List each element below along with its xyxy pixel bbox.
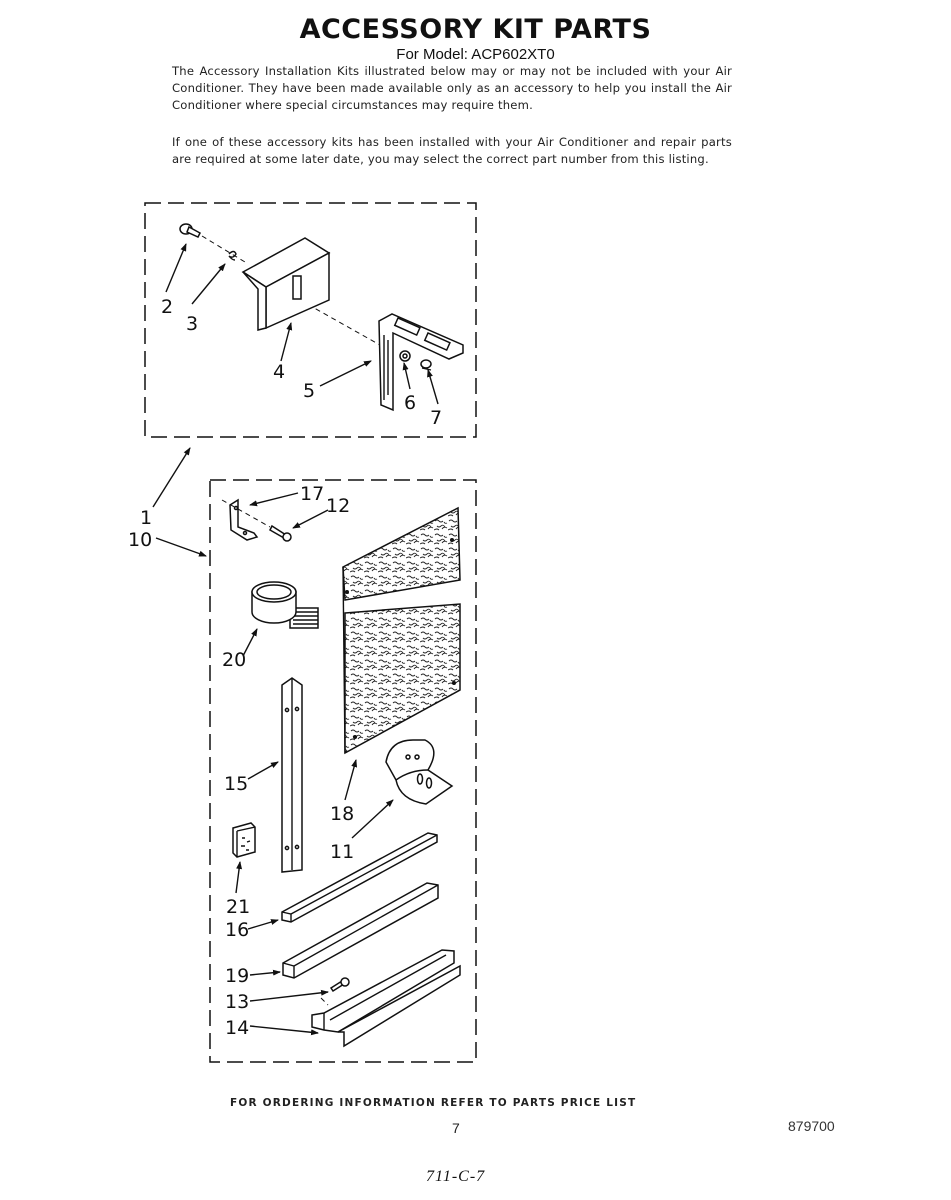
callout-label-7: 7 <box>430 407 443 429</box>
page-number: 7 <box>452 1120 460 1136</box>
clip-nut-part-7 <box>421 360 431 370</box>
callout-arrow-10 <box>156 538 206 556</box>
callout-label-2: 2 <box>161 296 174 318</box>
callout-arrow-16 <box>248 920 278 929</box>
callout-label-4: 4 <box>273 361 286 383</box>
angle-bracket-part-17 <box>230 500 257 540</box>
support-bracket-part-11 <box>386 740 452 804</box>
callout-label-14: 14 <box>225 1017 250 1039</box>
lower-kit-box <box>128 480 476 1062</box>
callout-label-3: 3 <box>186 313 199 335</box>
nut-part-6 <box>400 351 410 361</box>
callout-label-15: 15 <box>224 773 249 795</box>
ordering-note: FOR ORDERING INFORMATION REFER TO PARTS PRICE LIST <box>230 1097 637 1109</box>
callout-arrow-4 <box>281 323 291 361</box>
screw-part-13 <box>331 978 349 991</box>
cover-bracket-part-4 <box>243 238 329 330</box>
callout-label-12: 12 <box>326 495 351 517</box>
foam-tape-roll-part-20 <box>252 582 318 628</box>
document-number: 879700 <box>788 1118 835 1134</box>
callout-label-1: 1 <box>140 507 153 529</box>
callout-arrow-3 <box>192 264 225 304</box>
callout-arrow-19 <box>250 972 280 975</box>
callout-arrow-21 <box>236 862 240 893</box>
callout-arrow-17 <box>250 493 298 505</box>
callout-label-10: 10 <box>128 529 153 551</box>
filler-panel-part-18 <box>343 508 465 753</box>
intro-paragraph-1: The Accessory Installation Kits illustrated below may or may not be included with your Air Conditioner. They have been made available only as an accessory to help you install the Air Conditioner where special circumstances may require them. <box>172 64 732 113</box>
upper-kit-box <box>145 203 476 437</box>
callout-label-6: 6 <box>404 392 417 414</box>
callout-label-11: 11 <box>330 841 355 863</box>
callout-label-17: 17 <box>300 483 325 505</box>
callout-arrow-15 <box>248 762 278 779</box>
callout-arrow-1 <box>153 448 190 507</box>
foam-block-part-21 <box>233 823 255 857</box>
callout-label-21: 21 <box>226 896 251 918</box>
handwritten-note: 711-C-7 <box>426 1168 486 1185</box>
screw-part-2 <box>180 224 200 237</box>
callout-arrow-2 <box>166 244 186 292</box>
sill-rail-part-14 <box>312 950 460 1046</box>
callout-label-13: 13 <box>225 991 250 1013</box>
callout-label-18: 18 <box>330 803 355 825</box>
callout-arrow-18 <box>345 760 356 800</box>
callout-label-19: 19 <box>225 965 250 987</box>
callout-arrow-14 <box>250 1026 318 1033</box>
callout-arrow-6 <box>404 363 410 389</box>
side-channel-part-15 <box>282 678 302 872</box>
callout-arrow-12 <box>293 510 328 528</box>
callout-arrow-7 <box>428 370 438 404</box>
callout-arrow-11 <box>352 800 393 838</box>
page-title: ACCESSORY KIT PARTS <box>299 14 652 45</box>
callout-label-16: 16 <box>225 919 250 941</box>
callout-arrow-13 <box>250 992 328 1001</box>
intro-paragraph-2: If one of these accessory kits has been installed with your Air Conditioner and repair parts are required at some later date, you may select the correct part number from this listing. <box>172 135 732 167</box>
callout-label-5: 5 <box>303 380 316 402</box>
screw-part-12 <box>270 526 291 541</box>
callout-arrow-5 <box>320 361 371 386</box>
model-subtitle: For Model: ACP602XT0 <box>396 46 555 63</box>
callout-label-20: 20 <box>222 649 247 671</box>
